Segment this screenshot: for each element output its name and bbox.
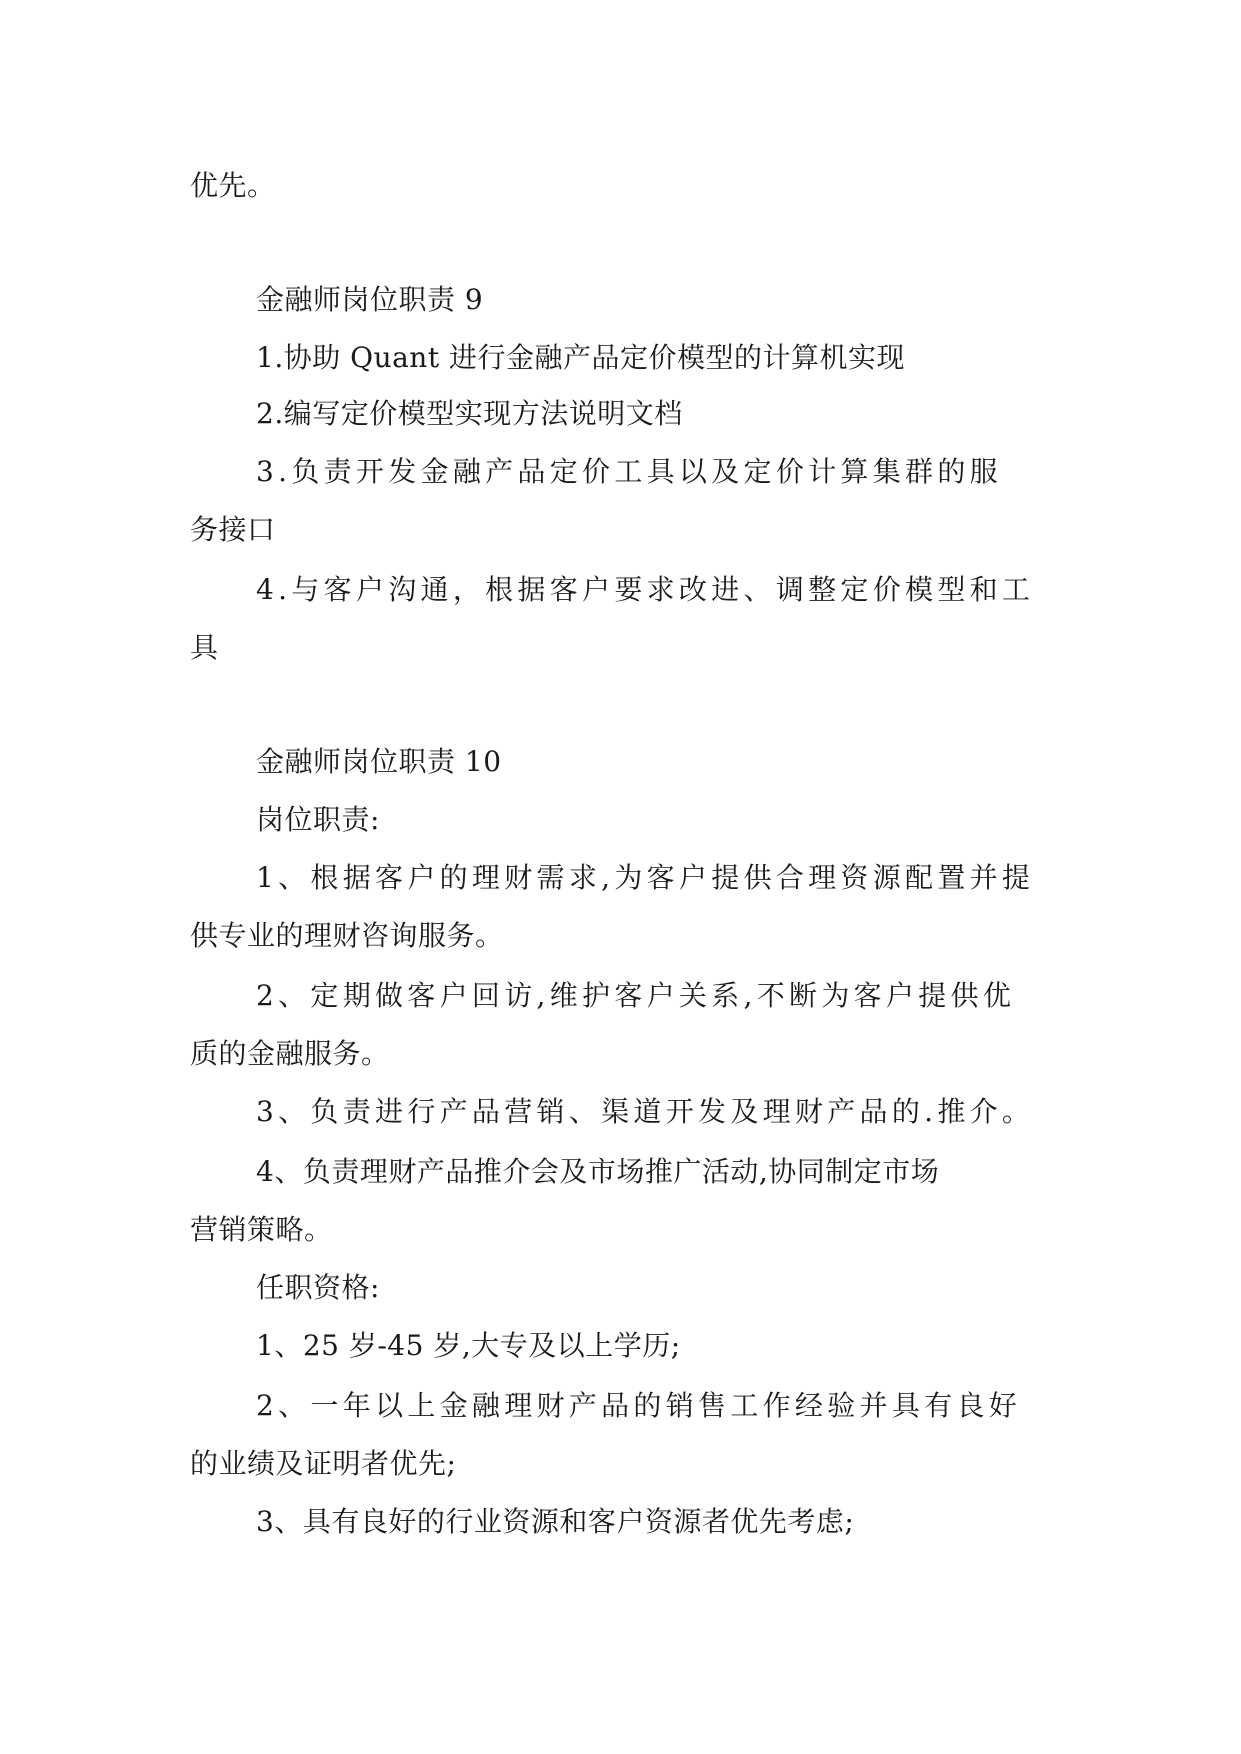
subheading-qualifications: 任职资格: [256,1271,380,1304]
continuation-line: 优先。 [190,169,276,202]
qualification-item-3: 3、具有良好的行业资源和客户资源者优先考虑; [256,1505,855,1538]
section-heading-10: 金融师岗位职责 10 [256,745,502,778]
duty-item-3-cont: 务接口 [190,513,276,546]
responsibility-item-4: 4、负责理财产品推介会及市场推广活动,协同制定市场 [256,1155,940,1188]
duty-item-2: 2.编写定价模型实现方法说明文档 [256,397,683,430]
responsibility-item-1: 1、根据客户的理财需求,为客户提供合理资源配置并提 [256,861,1035,894]
qualification-item-1: 1、25 岁-45 岁,大专及以上学历; [256,1329,681,1362]
responsibility-item-4-cont: 营销策略。 [190,1213,333,1246]
duty-item-4: 4.与客户沟通，根据客户要求改进、调整定价模型和工 [256,573,1035,606]
duty-item-3: 3.负责开发金融产品定价工具以及定价计算集群的服 [256,455,1002,488]
duty-item-4-cont: 具 [190,631,219,664]
duty-item-1: 1.协助 Quant 进行金融产品定价模型的计算机实现 [256,341,905,374]
subheading-duties: 岗位职责: [256,803,380,836]
responsibility-item-3: 3、负责进行产品营销、渠道开发及理财产品的.推介。 [256,1095,1035,1128]
responsibility-item-2: 2、定期做客户回访,维护客户关系,不断为客户提供优 [256,979,1016,1012]
qualification-item-2-cont: 的业绩及证明者优先; [190,1447,457,1480]
qualification-item-2: 2、一年以上金融理财产品的销售工作经验并具有良好 [256,1389,1022,1422]
section-heading-9: 金融师岗位职责 9 [256,283,484,316]
responsibility-item-2-cont: 质的金融服务。 [190,1037,390,1070]
responsibility-item-1-cont: 供专业的理财咨询服务。 [190,919,504,952]
